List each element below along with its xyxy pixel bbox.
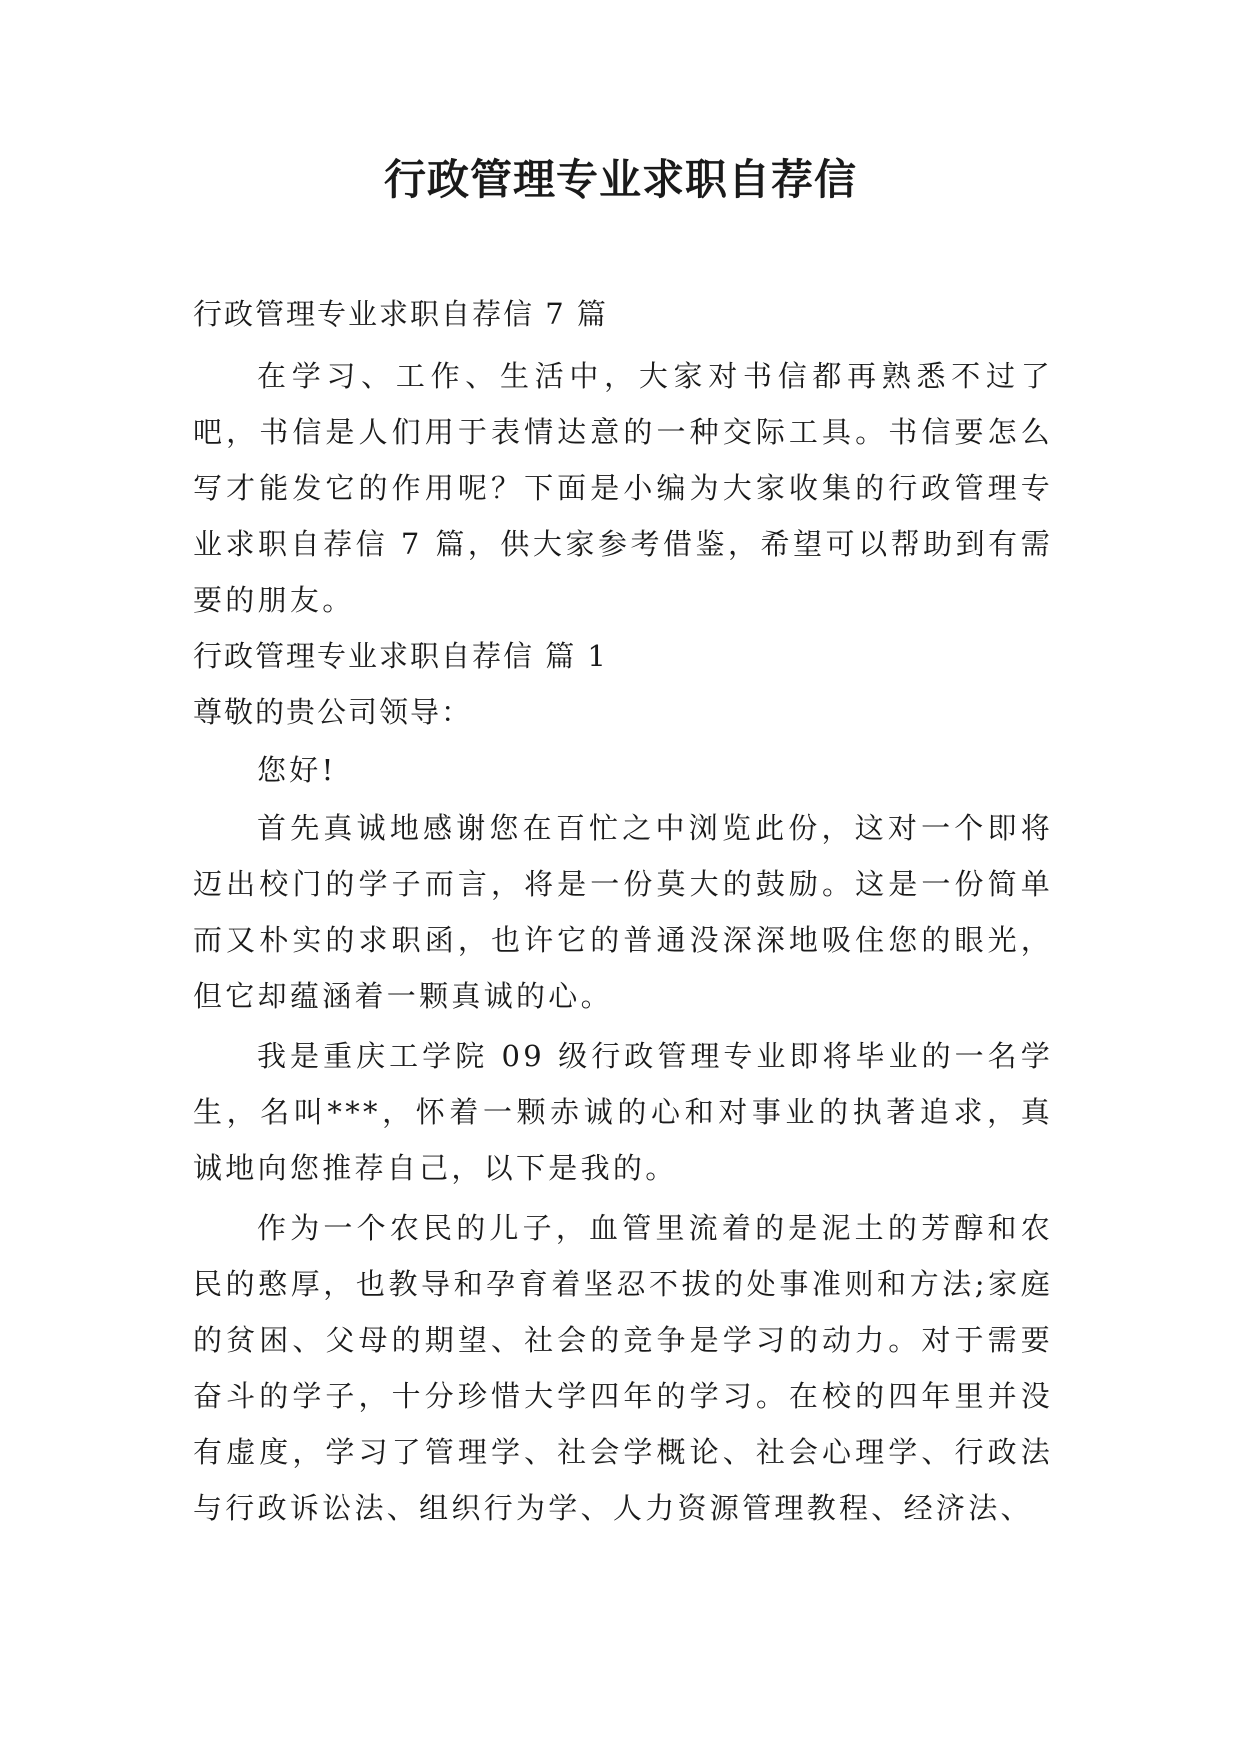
greeting: 您好! (257, 753, 337, 787)
intro-paragraph: 在学习、工作、生活中，大家对书信都再熟悉不过了吧，书信是人们用于表情达意的一种交际工具。书信要怎么写才能发它的作用呢？下面是小编为大家收集的行政管理专业求职自荐信 7 篇，供大家参考借鉴，希望可以帮助到有需要的朋友。 (193, 359, 1053, 617)
body-paragraph-3: 作为一个农民的儿子，血管里流着的是泥土的芳醇和农民的憨厚，也教导和孕育着坚忍不拔的处事准则和方法;家庭的贫困、父母的期望、社会的竞争是学习的动力。对于需要奋斗的学子，十分珍惜大学四年的学习。在校的四年里并没有虚度，学习了管理学、社会学概论、社会心理学、行政法与行政诉讼法、组织行为学、人力资源管理教程、经济法、 (193, 1211, 1053, 1525)
body-paragraph-2: 我是重庆工学院 09 级行政管理专业即将毕业的一名学生，名叫***，怀着一颗赤诚的心和对事业的执著追求，真诚地向您推荐自己，以下是我的。 (193, 1039, 1053, 1185)
body-paragraph-1: 首先真诚地感谢您在百忙之中浏览此份，这对一个即将迈出校门的学子而言，将是一份莫大的鼓励。这是一份简单而又朴实的求职函，也许它的普通没深深地吸住您的眼光，但它却蕴涵着一颗真诚的心。 (193, 811, 1053, 1013)
document-subtitle: 行政管理专业求职自荐信 7 篇 (193, 297, 608, 331)
document-title: 行政管理专业求职自荐信 (383, 155, 857, 204)
document-body (193, 286, 1053, 1536)
section-heading: 行政管理专业求职自荐信 篇 1 (193, 639, 608, 673)
salutation: 尊敬的贵公司领导： (193, 695, 473, 729)
